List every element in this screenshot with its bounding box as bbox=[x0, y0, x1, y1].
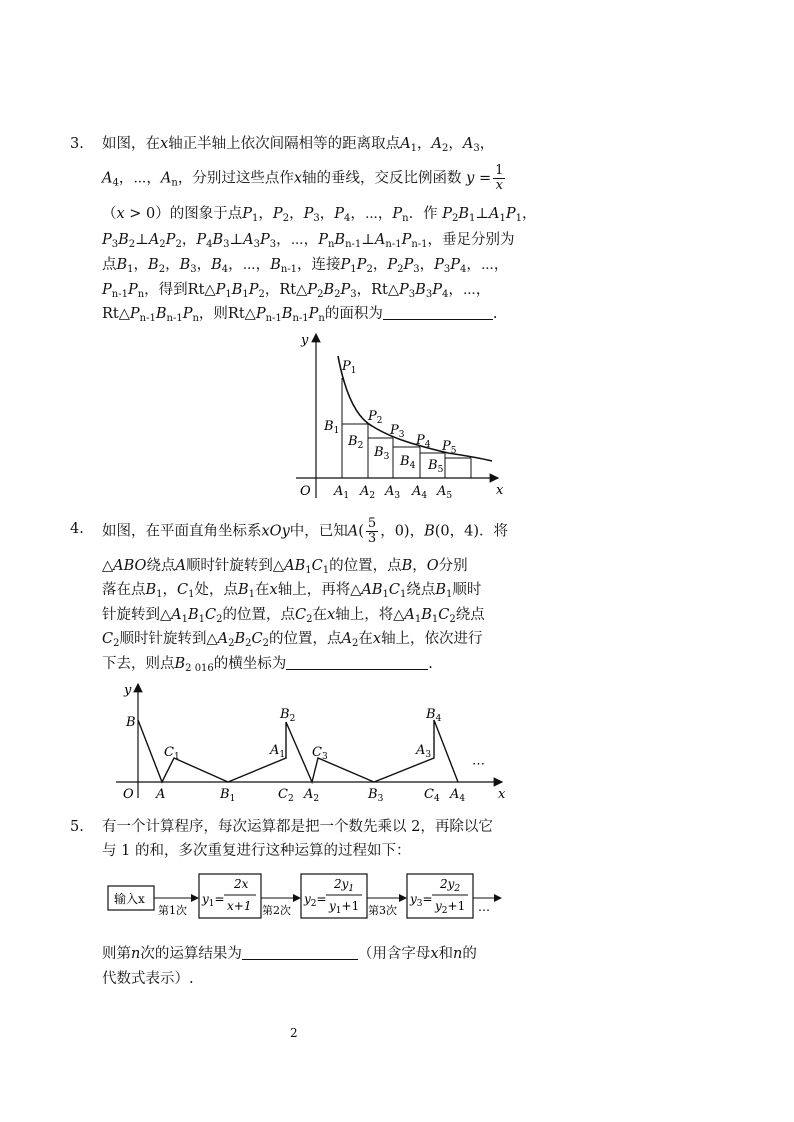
input-box-label: 输入x bbox=[114, 892, 145, 906]
q4-label-2: A bbox=[156, 787, 166, 802]
q4-label-6: $B_2$ bbox=[280, 707, 296, 724]
svg-text:y2+1: $y_2+1$ bbox=[435, 899, 466, 916]
q4-label-9: $C_3$ bbox=[312, 745, 328, 762]
q5-line-1: 有一个计算程序，每次运算都是把一个数先乘以 2，再除以它 bbox=[102, 819, 493, 835]
q3-fraction: $\frac{1}{x}$ bbox=[495, 163, 504, 193]
q4-answer-blank[interactable] bbox=[286, 653, 428, 670]
q3-label-p1: $P_1$ bbox=[342, 359, 357, 376]
q4-x-label: x bbox=[498, 787, 506, 802]
q4-point-labels bbox=[125, 707, 465, 804]
q4-label-4: $B_1$ bbox=[220, 787, 236, 804]
svg-text:y3=: $y_3=$ bbox=[410, 892, 433, 909]
q4-number: 4. bbox=[70, 521, 84, 537]
q4-label-12: $B_4$ bbox=[426, 707, 442, 724]
q4-label-3: $C_1$ bbox=[164, 745, 180, 762]
flow-ellipsis: ⋯ bbox=[478, 903, 490, 917]
q3-label-a5: $A_5$ bbox=[437, 484, 453, 501]
q3-label-b1: $B_1$ bbox=[324, 419, 340, 436]
q3-label-a4: $A_4$ bbox=[412, 484, 428, 501]
q4-line-1: 如图，在平面直角坐标系xOy中，已知A( $\frac{5}{3}$ ，0)，B(0，4)．将 bbox=[102, 516, 509, 546]
q3-origin: O bbox=[300, 484, 311, 499]
q4-label-7: $C_2$ bbox=[278, 787, 294, 804]
q3-label-p2: $P_2$ bbox=[368, 409, 383, 426]
svg-text:2x: 2x bbox=[234, 877, 249, 891]
q4-label-14: $A_4$ bbox=[450, 787, 466, 804]
step2-label: 第2次 bbox=[262, 904, 291, 917]
q4-graph bbox=[112, 680, 512, 805]
q4-label-1: B bbox=[126, 715, 136, 730]
q3-line-4: $P_3B_2\perp A_2P_2$，$P_4B_3\perp A_3P_3$，⋯，$P_nB_{n-1}\perp A_{n-1}P_{n-1}$，垂足分别为 bbox=[102, 232, 515, 250]
q4-label-13: $C_4$ bbox=[424, 787, 440, 804]
q3-label-a3: $A_3$ bbox=[385, 484, 401, 501]
q5-answer-blank[interactable] bbox=[242, 943, 358, 960]
q4-polyline bbox=[138, 720, 458, 782]
q3-line-5: 点$B_1$，$B_2$，$B_3$，$B_4$，⋯，$B_{n-1}$，连接$P_1P_2$，$P_2P_3$，$P_3P_4$，⋯， bbox=[102, 257, 509, 275]
q3-answer-blank[interactable] bbox=[383, 303, 493, 320]
svg-text:y2=: $y_2=$ bbox=[304, 892, 327, 909]
step3-label: 第3次 bbox=[368, 904, 397, 917]
q3-label-a2: $A_2$ bbox=[360, 484, 376, 501]
q3-line-7: $Rt\triangle P_{n-1}B_{n-1}P_n$，则$Rt\triangle P_{n-1}B_{n-1}P_n$的面积为 . bbox=[102, 302, 497, 326]
q5-line-2: 与 1 的和，多次重复进行这种运算的过程如下： bbox=[102, 843, 411, 859]
q3-graph bbox=[288, 328, 518, 503]
q5-line-3: 则第n次的运算结果为 （用含字母x和n的 bbox=[102, 942, 477, 966]
q4-y-label: y bbox=[124, 683, 132, 698]
q3-line-1: 如图，在x轴正半轴上依次间隔相等的距离取点$A_1$，$A_2$，$A_3$， bbox=[102, 136, 495, 154]
q4-label-10: $B_3$ bbox=[368, 787, 384, 804]
q3-line-2: $A_4$，⋯，$A_n$，分别过这些点作x轴的垂线，交反比例函数 y = $\frac{1}{x}$ bbox=[102, 163, 504, 193]
q4-fraction: $\frac{5}{3}$ bbox=[367, 516, 377, 546]
q4-label-8: $A_2$ bbox=[304, 787, 320, 804]
q3-label-p3: $P_3$ bbox=[390, 423, 405, 440]
q3-label-b2: $B_2$ bbox=[348, 434, 364, 451]
q3-label-b4: $B_4$ bbox=[400, 454, 416, 471]
page-number: 2 bbox=[290, 1026, 298, 1040]
svg-text:y1=: $y_1=$ bbox=[202, 892, 225, 909]
q3-line-6: $P_{n-1}P_n$，得到$Rt\triangle P_1B_1P_2$，$Rt\triangle P_2B_2P_3$，$Rt\triangle P_3B_3P_4$，⋯， bbox=[102, 282, 491, 300]
q4-ellipsis: ⋯ bbox=[472, 757, 485, 772]
svg-text:2y1: $2y_1$ bbox=[334, 877, 355, 894]
q4-line-2: △ABO绕点A顺时针旋转到$\triangle AB_1C_1$的位置，点B，O分别 bbox=[102, 558, 468, 576]
q5-flowchart bbox=[106, 872, 506, 922]
q3-number: 3. bbox=[70, 136, 84, 152]
q3-y-label: y bbox=[301, 333, 309, 348]
q4-line-4: 针旋转到$\triangle A_1B_1C_2$的位置，点$C_2$在x轴上，将$\triangle A_1B_1C_2$绕点 bbox=[102, 607, 485, 625]
q4-line-3: 落在点$B_1$，$C_1$处，点$B_1$在x轴上，再将$\triangle AB_1C_1$绕点$B_1$顺时 bbox=[102, 582, 482, 600]
svg-text:x+1: x+1 bbox=[227, 899, 252, 913]
q5-line-4: 代数式表示）. bbox=[102, 971, 194, 987]
q3-label-b3: $B_3$ bbox=[374, 445, 390, 462]
q3-label-b5: $B_5$ bbox=[428, 458, 444, 475]
q4-origin: O bbox=[123, 787, 134, 802]
q4-label-11: $A_3$ bbox=[416, 743, 432, 760]
q3-x-label: x bbox=[496, 483, 504, 498]
q3-line-3: （x > 0）的图象于点$P_1$，$P_2$，$P_3$，$P_4$，⋯，$P_n$．作 $P_2B_1\perp A_1P_1$， bbox=[102, 206, 537, 224]
q3-label-a1: $A_1$ bbox=[334, 484, 350, 501]
q4-line-6: 下去，则点$B_{2 016}$的横坐标为 . bbox=[102, 652, 433, 676]
svg-text:y1+1: $y_1+1$ bbox=[329, 899, 360, 916]
q5-number: 5. bbox=[70, 819, 84, 835]
q4-line-5: $C_2$顺时针旋转到$\triangle A_2B_2C_2$的位置，点$A_2$在x轴上，依次进行 bbox=[102, 631, 483, 649]
q3-label-p5: $P_5$ bbox=[442, 439, 457, 456]
q3-label-p4: $P_4$ bbox=[416, 433, 431, 450]
q4-label-5: $A_1$ bbox=[270, 743, 286, 760]
step1-label: 第1次 bbox=[158, 904, 187, 917]
svg-text:2y2: $2y_2$ bbox=[440, 877, 461, 894]
